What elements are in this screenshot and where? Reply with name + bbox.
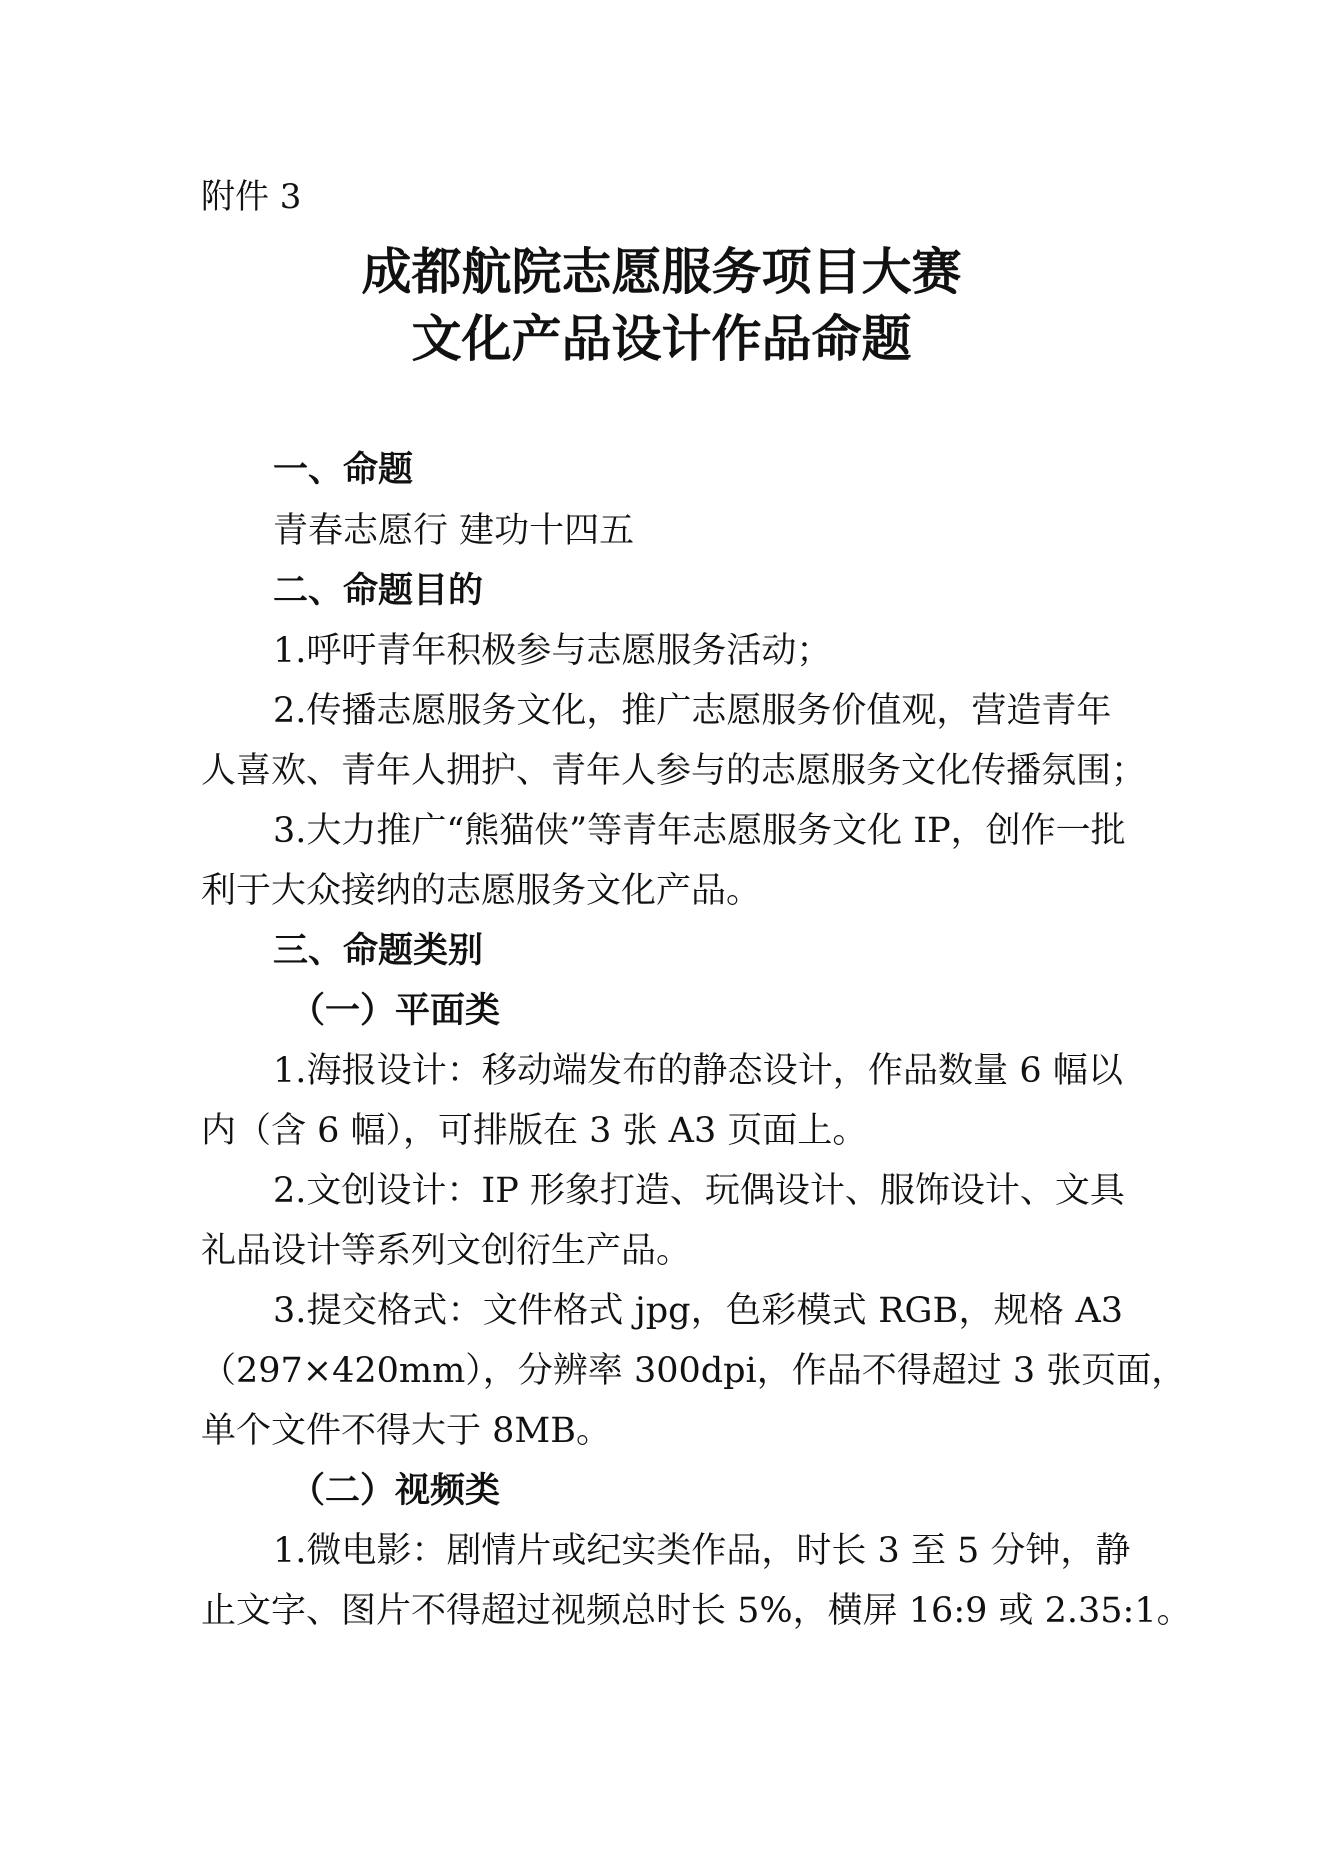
graphic-item-1-line-1: 1.海报设计：移动端发布的静态设计，作品数量 6 幅以	[273, 1051, 1123, 1091]
video-item-1-line-1: 1.微电影：剧情片或纪实类作品，时长 3 至 5 分钟，静	[273, 1531, 1131, 1571]
section-heading-purpose: 二、命题目的	[273, 571, 484, 611]
graphic-item-3-line-2: （297×420mm），分辨率 300dpi，作品不得超过 3 张页面，	[201, 1351, 1187, 1391]
proposition-text: 青春志愿行 建功十四五	[273, 511, 635, 551]
document-title-line-1: 成都航院志愿服务项目大赛	[361, 243, 962, 301]
purpose-item-2-line-2: 人喜欢、青年人拥护、青年人参与的志愿服务文化传播氛围；	[201, 751, 1147, 791]
document-title-line-2: 文化产品设计作品命题	[411, 310, 912, 368]
purpose-item-1: 1.呼吁青年积极参与志愿服务活动；	[273, 631, 832, 671]
purpose-item-3-line-1: 3.大力推广“熊猫侠”等青年志愿服务文化 IP，创作一批	[273, 811, 1126, 851]
purpose-item-3-line-2: 利于大众接纳的志愿服务文化产品。	[201, 871, 762, 911]
graphic-item-2-line-1: 2.文创设计：IP 形象打造、玩偶设计、服饰设计、文具	[273, 1171, 1125, 1211]
subsection-heading-graphic: （一）平面类	[290, 991, 501, 1031]
subsection-heading-video: （二）视频类	[290, 1471, 501, 1511]
graphic-item-3-line-1: 3.提交格式：文件格式 jpg，色彩模式 RGB，规格 A3	[273, 1291, 1123, 1331]
section-heading-proposition: 一、命题	[273, 450, 414, 490]
attachment-label: 附件 3	[201, 177, 302, 217]
graphic-item-3-line-3: 单个文件不得大于 8MB。	[201, 1411, 611, 1451]
graphic-item-1-line-2: 内（含 6 幅），可排版在 3 张 A3 页面上。	[201, 1111, 868, 1151]
purpose-item-2-line-1: 2.传播志愿服务文化，推广志愿服务价值观，营造青年	[273, 691, 1112, 731]
video-item-1-line-2: 止文字、图片不得超过视频总时长 5%，横屏 16:9 或 2.35:1。	[201, 1591, 1192, 1631]
graphic-item-2-line-2: 礼品设计等系列文创衍生产品。	[201, 1231, 692, 1271]
section-heading-categories: 三、命题类别	[273, 931, 484, 971]
